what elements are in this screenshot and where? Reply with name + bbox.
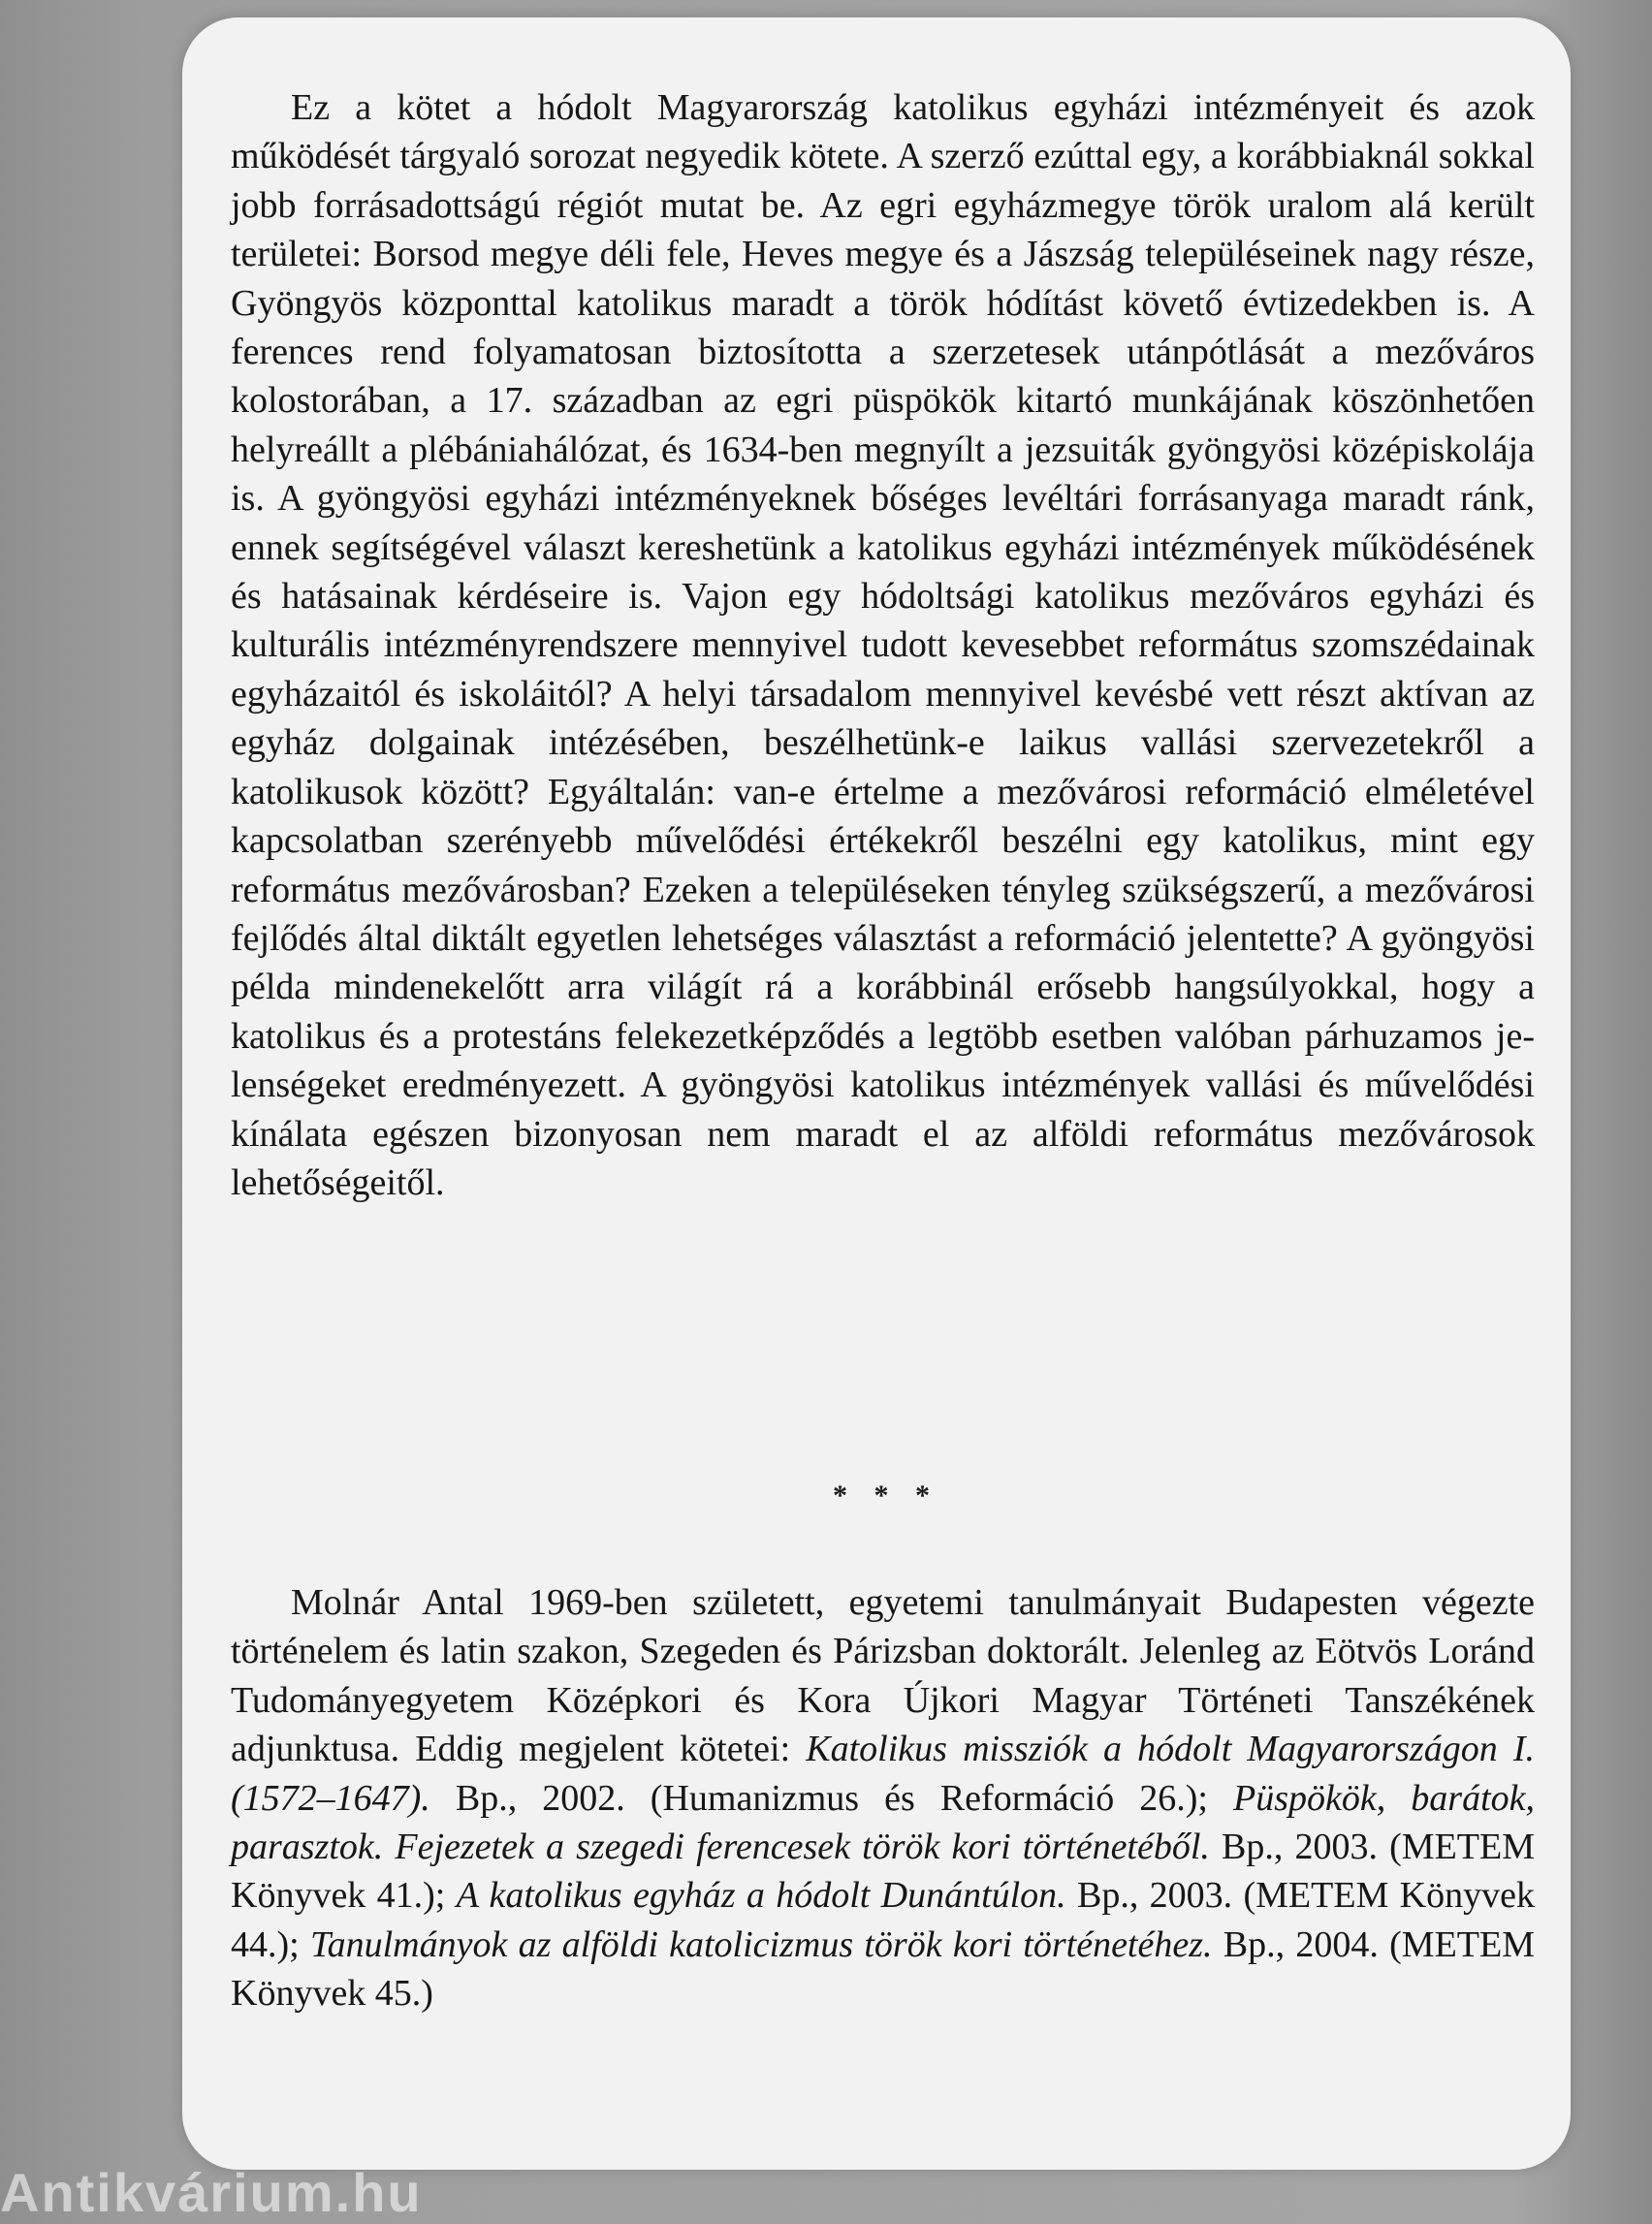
book-description-paragraph: Ez a kötet a hódolt Magyarország katolikus egyházi intézményeit és azok működését tárgyaló sorozat negyedik kötete. A szerző ezúttal egy, a korábbiaknál sokkal jobb forrásadottságú régiót mutat be. Az egri egyházmegye török uralom alá került területei: Borsod megye déli fele, Heves megye és a Jászság településeinek nagy része, Gyöngyös központtal katolikus maradt a török hódítást követő évtizedekben is. A ferences rend folyamatosan biztosította a szerzetesek utánpótlását a mezőváros kolostorában, a 17. században az egri püspökök kitartó munkájának köszönhetően helyreállt a plébániahálózat, és 1634-ben megnyílt a jezsuiták gyöngyösi középiskolája is. A gyöngyösi egyházi intézményeknek bőséges levéltári forrásanyaga maradt ránk, ennek segítségével választ kereshetünk a katolikus egyházi intézmények működésének és hatásainak kérdéseire is. Vajon egy hódoltsági katolikus mezőváros egyházi és kulturális intézményrendszere mennyivel tudott kevesebbet református szomszédainak egyházaitól és iskoláitól? A helyi társadalom mennyivel kevésbé vett részt aktívan az egyház dolgainak intézésében, beszélhetünk-e laikus vallási szervezetekről a katolikusok között? Egyáltalán: van-e értelme a mezővárosi reformáció elméletével kapcsolatban szerényebb művelődési értékekről beszélni egy katolikus, mint egy református mezővárosban? Ezeken a településeken tényleg szükségszerű, a mezővárosi fejlődés által diktált egyetlen lehetséges választást a reformáció jelentette? A gyöngyösi példa mindenekelőtt arra világít rá a korábbinál erősebb hangsúlyokkal, hogy a katolikus és a protestáns felekezetképződés a legtöbb esetben valóban párhuzamos jelenségeket eredményezett. A gyöngyösi katolikus intézmények vallási és művelődési kínálata egészen bizonyosan nem maradt el az alföldi református mezővárosok lehetőségeitől. [231,87,1535,1203]
bio-text-1: Molnár Antal 1969-ben született, egyetemi tanulmányait Budapesten végezte történelem és latin szakon, Szegeden és Párizsban doktorált. Jelenleg az Eötvös Loránd Tudományegyetem Középkori és Kora Újkori Magyar Történeti Tanszékének adjunktusa. Eddig megjelent kötetei: [231,1582,1535,1770]
section-separator: * * * [833,1479,939,1511]
book-title-3: A katolikus egyház a hódolt Dunántúlon. [456,1875,1066,1917]
book-back-cover [182,17,1571,2170]
bio-text-4: Bp., 2003. (METEM Könyvek 44.); [231,1875,1535,1965]
bio-text-5: Bp., 2004. (METEM Könyvek 45.) [231,1923,1535,2015]
book-title-4: Tanulmányok az alföldi katolicizmus török kori történetéhez. [309,1923,1213,1965]
watermark-logo: Antikvárium.hu [0,2162,423,2223]
bio-text-2: Bp., 2002. (Humanizmus és Reformáció 26.); [429,1777,1233,1819]
author-bio-paragraph [231,1578,1535,2018]
book-title-2: Püspökök, barátok, parasztok. Fejezetek a szegedi ferencesek török kori történetéből. [231,1777,1535,1868]
bio-text-3: Bp., 2003. (METEM Könyvek 41.); [231,1827,1535,1917]
book-title-1: Katolikus missziók a hódolt Magyarországon I. (1572–1647). [231,1729,1535,1819]
